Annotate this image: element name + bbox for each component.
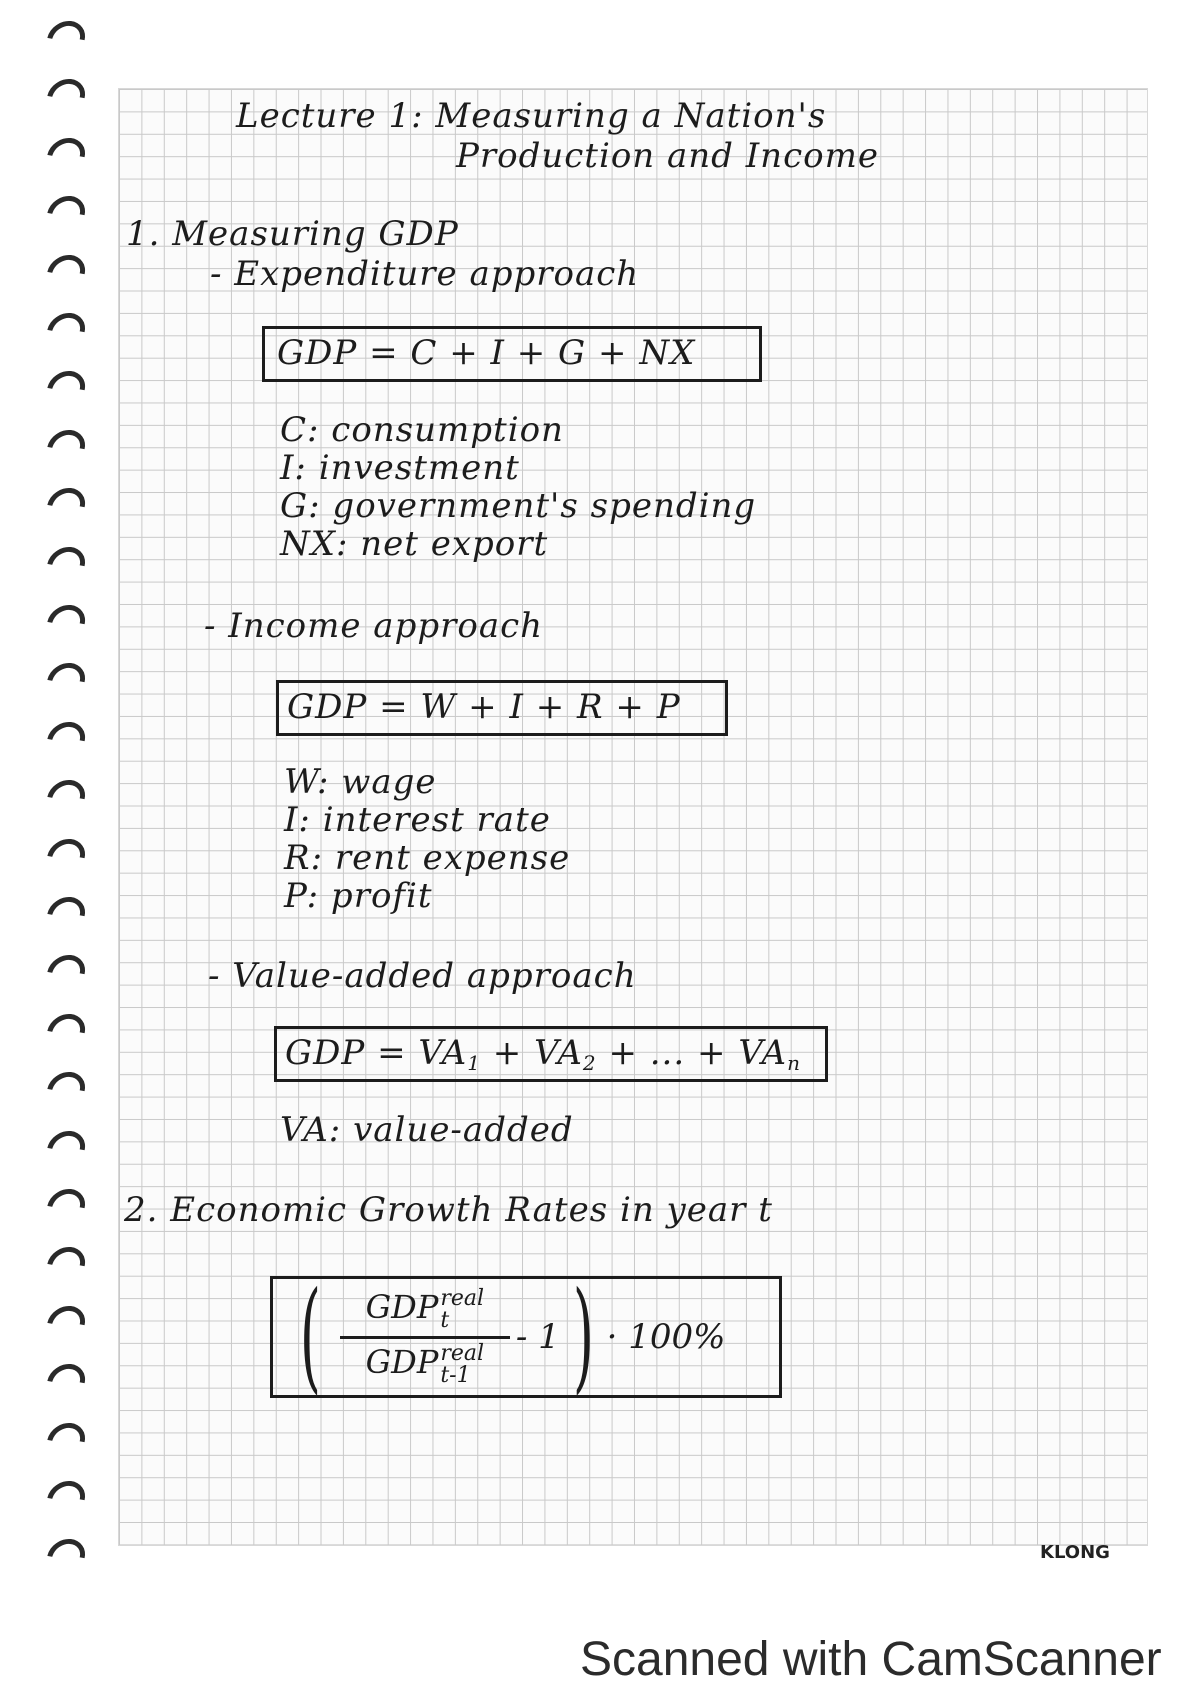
fraction-numerator	[365, 1285, 485, 1333]
binding-ring	[40, 831, 92, 882]
plus-sign: +	[608, 1033, 638, 1073]
legend-item: G: government's spending	[280, 486, 757, 526]
binding-ring	[40, 481, 92, 532]
minus-one: - 1	[515, 1317, 560, 1357]
binding-ring	[40, 306, 92, 357]
binding-ring	[40, 773, 92, 824]
numerator-base: GDP	[365, 1287, 439, 1326]
binding-ring	[40, 1474, 92, 1525]
binding-ring	[40, 1123, 92, 1174]
numerator-sub: t	[440, 1307, 450, 1333]
gdp-fraction	[340, 1285, 510, 1388]
binding-ring	[40, 72, 92, 123]
value-added-legend: VA: value-added	[280, 1110, 574, 1150]
term-base: VA	[534, 1033, 583, 1073]
times-100-percent: · 100%	[606, 1317, 726, 1357]
binding-ring	[40, 948, 92, 999]
growth-rate-formula-box	[270, 1267, 782, 1406]
binding-ring	[40, 890, 92, 941]
legend-item: P: profit	[284, 876, 433, 916]
expenditure-heading: - Expenditure approach	[210, 254, 640, 294]
binding-ring	[40, 189, 92, 240]
close-paren: )	[572, 1267, 594, 1406]
term-base: VA	[418, 1033, 468, 1073]
expenditure-formula: GDP = C + I + G + NX	[277, 333, 696, 373]
binding-ring	[40, 130, 92, 181]
denominator-base: GDP	[365, 1342, 439, 1381]
income-formula-box	[276, 680, 728, 736]
fraction-denominator	[365, 1340, 485, 1388]
ellipsis: ...	[649, 1033, 686, 1073]
section-2-heading: 2. Economic Growth Rates in year t	[124, 1190, 773, 1230]
plus-sign: +	[697, 1033, 727, 1073]
section-1-heading: 1. Measuring GDP	[126, 214, 459, 254]
binding-ring	[40, 1298, 92, 1349]
binding-ring	[40, 422, 92, 473]
value-added-heading: - Value-added approach	[208, 956, 637, 996]
legend-item: W: wage	[284, 762, 437, 802]
term-subscript: n	[787, 1051, 802, 1075]
binding-ring	[40, 598, 92, 649]
income-heading: - Income approach	[204, 606, 544, 646]
open-paren: (	[299, 1267, 321, 1406]
binding-ring	[40, 1415, 92, 1466]
formula-prefix: GDP =	[285, 1033, 419, 1073]
binding-ring	[40, 1357, 92, 1408]
denominator-sub: t-1	[440, 1362, 471, 1388]
denominator-sup: real	[440, 1340, 485, 1366]
term-base: VA	[738, 1033, 788, 1073]
title-line-1: Lecture 1: Measuring a Nation's	[236, 96, 827, 136]
legend-item: I: interest rate	[284, 800, 551, 840]
binding-ring	[40, 656, 92, 707]
binding-ring	[40, 1532, 92, 1583]
binding-ring	[40, 1182, 92, 1233]
value-added-formula-box	[274, 1026, 828, 1082]
expenditure-formula-box	[262, 326, 762, 382]
camscanner-watermark: Scanned with CamScanner	[580, 1633, 1162, 1686]
term-subscript: 2	[582, 1051, 597, 1075]
value-added-formula	[277, 1029, 825, 1075]
legend-item: R: rent expense	[284, 838, 571, 878]
spiral-binding	[38, 0, 108, 1620]
numerator-sup: real	[440, 1285, 485, 1311]
legend-item: I: investment	[280, 448, 520, 488]
binding-ring	[40, 539, 92, 590]
notebook-logo: KLONG	[1040, 1542, 1110, 1563]
legend-item: C: consumption	[280, 410, 564, 450]
binding-ring	[40, 364, 92, 415]
binding-ring	[40, 14, 92, 65]
plus-sign: +	[492, 1033, 523, 1073]
title-line-2: Production and Income	[456, 136, 879, 176]
binding-ring	[40, 1240, 92, 1291]
fraction-bar	[340, 1336, 510, 1339]
term-subscript: 1	[467, 1051, 481, 1075]
binding-ring	[40, 247, 92, 298]
income-formula: GDP = W + I + R + P	[287, 687, 681, 727]
binding-ring	[40, 1006, 92, 1057]
legend-item: NX: net export	[280, 524, 549, 564]
binding-ring	[40, 1065, 92, 1116]
binding-ring	[40, 714, 92, 765]
